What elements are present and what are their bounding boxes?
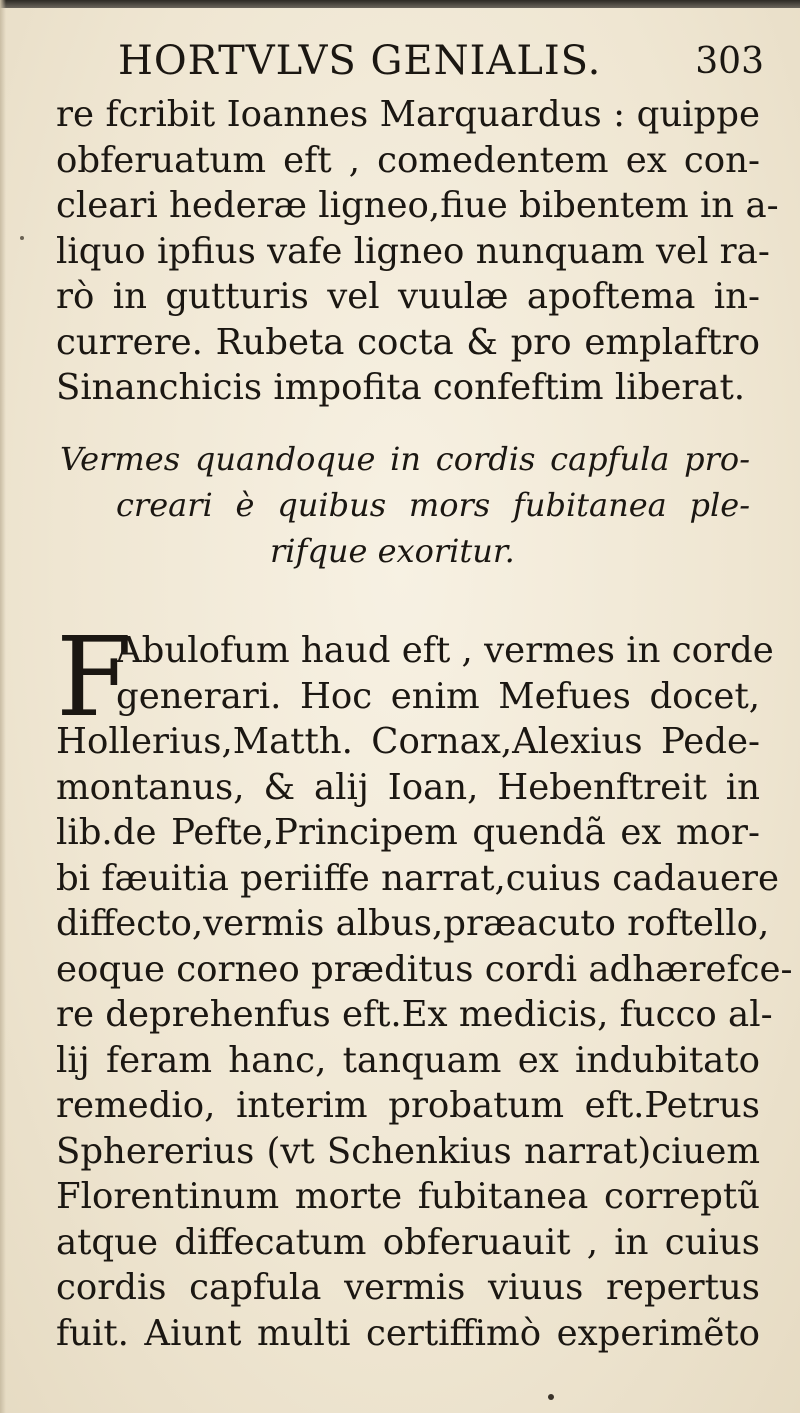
text-line: fuit. Aiunt multi certiffimò experimẽto: [56, 1312, 760, 1354]
text-line: liquo ipfius vafe ligneo nunquam vel ra-: [56, 230, 770, 272]
text-line: re deprehenfus eft.Ex medicis, fucco al-: [56, 994, 773, 1035]
drop-cap-initial: F: [56, 613, 133, 741]
margin-ink-mark: [20, 236, 24, 240]
text-line: currere. Rubeta cocta & pro emplaftro: [56, 321, 760, 363]
heading-line: creari è quibus mors fubitanea ple-: [116, 486, 750, 524]
text-line: Abulofum haud eft , vermes in corde: [116, 630, 774, 671]
text-line: atque diffecatum obferuauit , in cuius: [56, 1221, 760, 1263]
text-line: cleari hederæ ligneo,fiue bibentem in a-: [56, 185, 779, 226]
section-heading: [60, 436, 750, 574]
page-left-shadow: [0, 0, 6, 1413]
text-line: generari. Hoc enim Mefues docet,: [116, 675, 760, 717]
page-number: 303: [695, 41, 764, 82]
text-line: Sphererius (vt Schenkius narrat)ciuem: [56, 1130, 760, 1172]
paragraph-2: [56, 628, 793, 1356]
page-top-edge: [0, 0, 800, 8]
text-line: re fcribit Ioannes Marquardus : quippe: [56, 94, 760, 135]
text-line: lib.de Pefte,Principem quendã ex mor-: [56, 812, 760, 853]
text-line: obferuatum eft , comedentem ex con-: [56, 139, 760, 181]
text-line: diffecto,vermis albus,præacuto roftello,: [56, 903, 770, 944]
text-line: cordis capfula vermis viuus repertus: [56, 1267, 760, 1308]
ink-speck: [548, 1394, 554, 1400]
text-line: lij feram hanc, tanquam ex indubitato: [56, 1039, 760, 1081]
heading-line: rifque exoritur.: [270, 532, 515, 570]
text-line: remedio, interim probatum eft.Petrus: [56, 1085, 760, 1126]
text-line: bi fæuitia periiffe narrat,cuius cadauere: [56, 857, 780, 899]
running-title: HORTVLVS GENIALIS.: [118, 38, 602, 84]
heading-line: Vermes quandoque in cordis capfula pro-: [60, 440, 750, 478]
paragraph-1: [56, 92, 779, 411]
text-line: Sinanchicis impofita confeftim liberat.: [56, 367, 746, 408]
text-line: rò in gutturis vel vuulæ apoftema in-: [56, 276, 760, 317]
text-line: eoque corneo præditus cordi adhærefce-: [56, 948, 793, 990]
text-line: Florentinum morte fubitanea correptũ: [56, 1176, 760, 1217]
text-line: montanus, & alij Ioan, Hebenftreit in: [56, 766, 760, 808]
text-line: Hollerius,Matth. Cornax,Alexius Pede-: [56, 721, 760, 762]
running-head: [118, 36, 778, 86]
